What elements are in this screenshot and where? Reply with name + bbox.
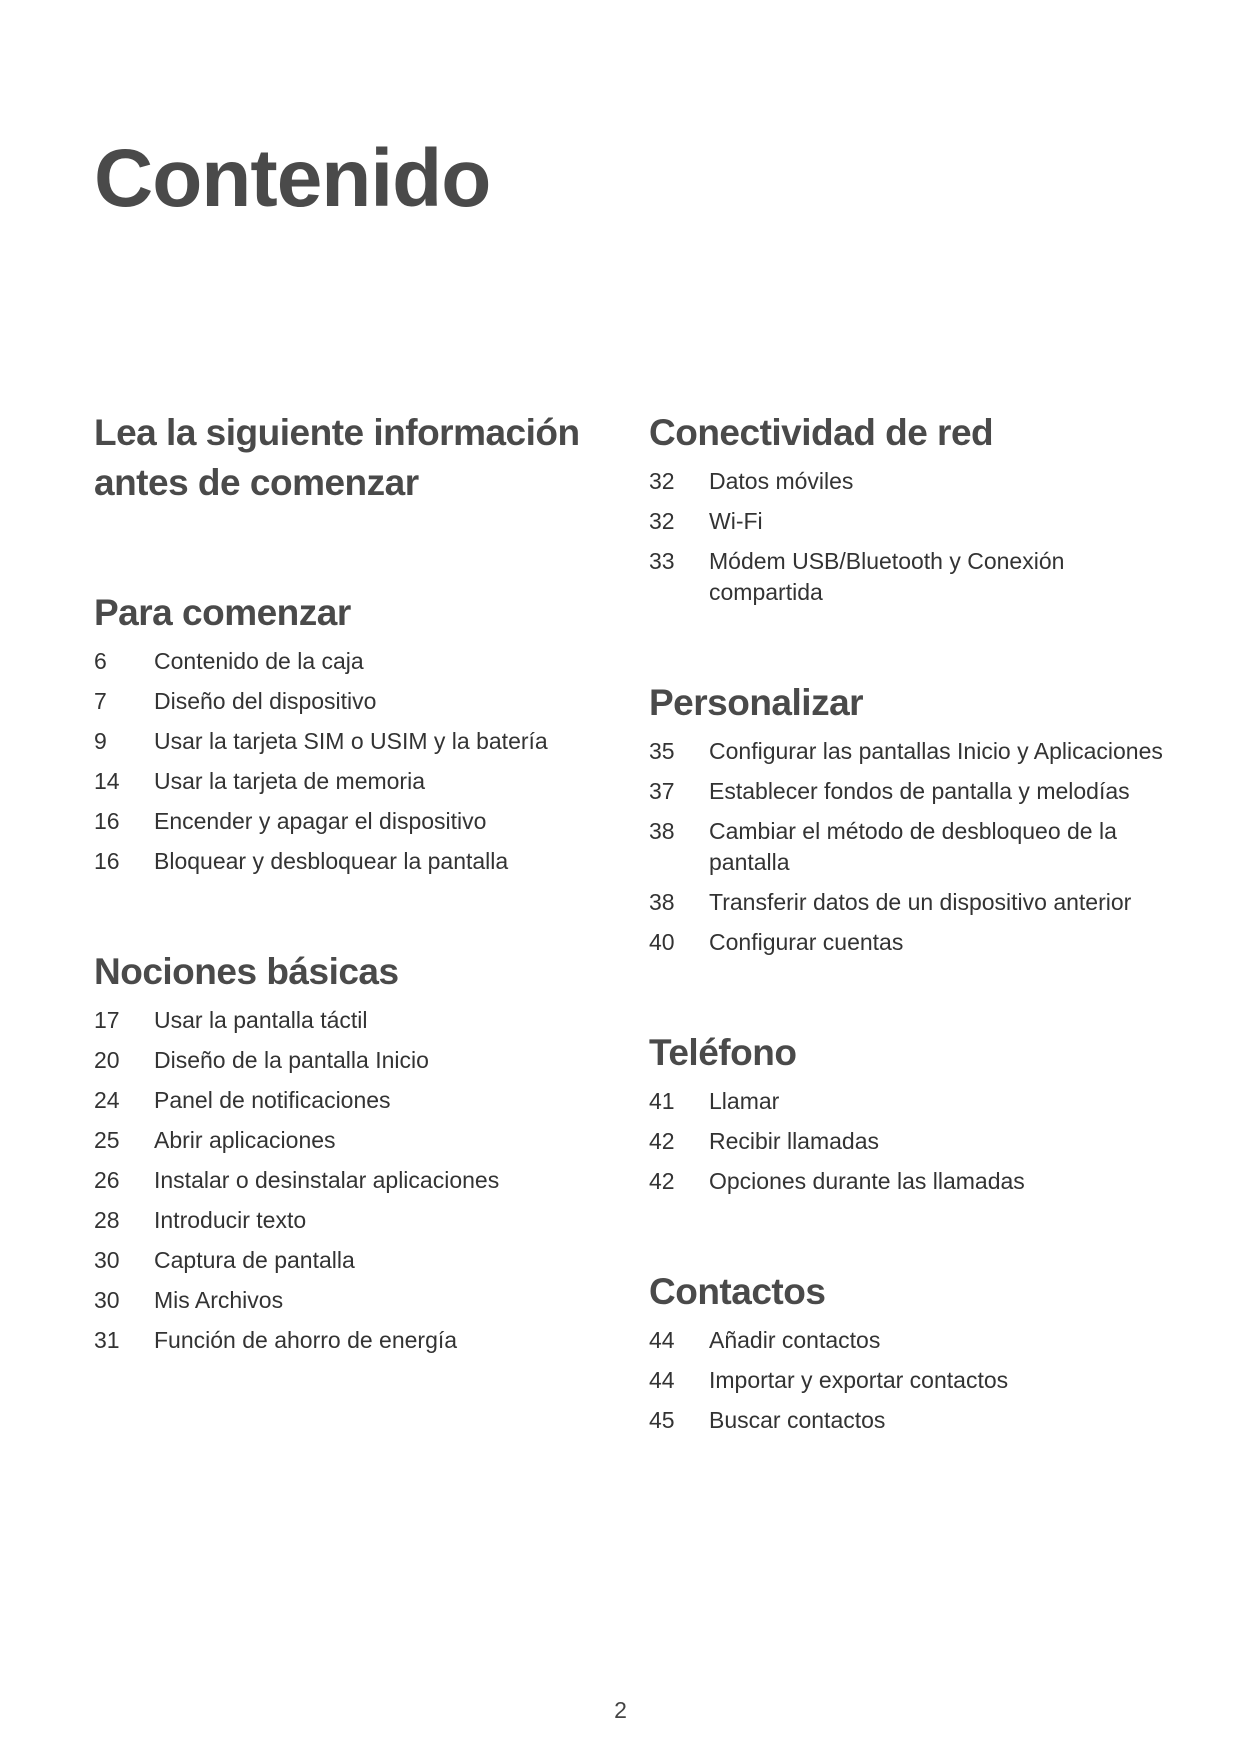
toc-entry[interactable]: [649, 887, 1169, 918]
toc-entry-title: Buscar contactos: [709, 1407, 886, 1433]
toc-entry-title: Módem USB/Bluetooth y Conexión compartida: [709, 548, 1065, 605]
toc-entry[interactable]: [649, 1126, 1169, 1157]
toc-entry[interactable]: [94, 846, 594, 877]
toc-entry-page: 25: [94, 1127, 120, 1153]
toc-entry[interactable]: [649, 1405, 1169, 1436]
page-title: Contenido: [94, 133, 491, 224]
toc-entry[interactable]: [649, 776, 1169, 807]
toc-entry-title: Configurar las pantallas Inicio y Aplicaciones: [709, 738, 1163, 764]
toc-entry-list: [649, 1086, 1169, 1197]
toc-section: [94, 408, 594, 508]
toc-entry[interactable]: [94, 726, 594, 757]
toc-entry[interactable]: [649, 1086, 1169, 1117]
toc-entry-page: 33: [649, 548, 675, 574]
toc-section: [94, 588, 594, 877]
toc-section: [649, 678, 1169, 958]
toc-entry-title: Captura de pantalla: [154, 1247, 355, 1273]
toc-entry[interactable]: [649, 736, 1169, 767]
toc-entry-page: 42: [649, 1128, 675, 1154]
toc-entry-title: Bloquear y desbloquear la pantalla: [154, 848, 509, 874]
toc-entry-title: Añadir contactos: [709, 1327, 881, 1353]
toc-entry-page: 38: [649, 889, 675, 915]
toc-entry-title: Importar y exportar contactos: [709, 1367, 1009, 1393]
section-heading: Lea la siguiente información antes de comenzar: [94, 412, 580, 503]
toc-right-column: [649, 408, 1169, 1445]
toc-entry[interactable]: [94, 1045, 594, 1076]
toc-entry-title: Recibir llamadas: [709, 1128, 880, 1154]
toc-entry-page: 41: [649, 1088, 675, 1114]
toc-entry-title: Mis Archivos: [154, 1287, 284, 1313]
toc-entry[interactable]: [94, 1205, 594, 1236]
toc-entry-title: Instalar o desinstalar aplicaciones: [154, 1167, 500, 1193]
toc-entry[interactable]: [94, 1165, 594, 1196]
toc-left-column: [94, 408, 594, 1365]
toc-entry-title: Cambiar el método de desbloqueo de la pantalla: [709, 818, 1117, 875]
toc-entry-page: 26: [94, 1167, 120, 1193]
toc-entry-title: Usar la tarjeta SIM o USIM y la batería: [154, 728, 548, 754]
toc-section: [94, 947, 594, 1356]
toc-entry[interactable]: [94, 686, 594, 717]
toc-entry-page: 16: [94, 848, 120, 874]
toc-entry-page: 35: [649, 738, 675, 764]
toc-entry-page: 30: [94, 1287, 120, 1313]
toc-entry-list: [94, 646, 594, 877]
toc-entry-page: 24: [94, 1087, 120, 1113]
toc-entry[interactable]: [94, 1085, 594, 1116]
toc-entry[interactable]: [649, 1365, 1169, 1396]
section-heading: Personalizar: [649, 682, 864, 723]
toc-entry-title: Wi-Fi: [709, 508, 763, 534]
toc-entry-page: 32: [649, 508, 675, 534]
toc-entry-title: Opciones durante las llamadas: [709, 1168, 1025, 1194]
toc-entry-page: 44: [649, 1367, 675, 1393]
toc-entry[interactable]: [94, 766, 594, 797]
toc-section: [649, 1028, 1169, 1197]
toc-entry-page: 16: [94, 808, 120, 834]
toc-entry-title: Usar la pantalla táctil: [154, 1007, 368, 1033]
toc-entry-title: Establecer fondos de pantalla y melodías: [709, 778, 1130, 804]
toc-entry-page: 44: [649, 1327, 675, 1353]
toc-entry[interactable]: [649, 1166, 1169, 1197]
toc-entry-title: Datos móviles: [709, 468, 854, 494]
toc-entry-title: Configurar cuentas: [709, 929, 904, 955]
toc-entry-list: [649, 1325, 1169, 1436]
toc-entry-title: Función de ahorro de energía: [154, 1327, 458, 1353]
toc-entry-title: Transferir datos de un dispositivo anterior: [709, 889, 1132, 915]
toc-entry-page: 17: [94, 1007, 120, 1033]
toc-entry-page: 31: [94, 1327, 120, 1353]
section-heading: Conectividad de red: [649, 412, 994, 453]
toc-entry-title: Diseño de la pantalla Inicio: [154, 1047, 429, 1073]
section-heading: Para comenzar: [94, 592, 351, 633]
toc-entry-title: Introducir texto: [154, 1207, 307, 1233]
toc-entry[interactable]: [94, 1285, 594, 1316]
toc-entry[interactable]: [649, 546, 1169, 608]
toc-entry[interactable]: [649, 506, 1169, 537]
toc-entry-title: Diseño del dispositivo: [154, 688, 377, 714]
toc-entry-page: 6: [94, 648, 107, 674]
toc-entry-page: 37: [649, 778, 675, 804]
page-number: 2: [614, 1697, 627, 1723]
toc-entry-title: Encender y apagar el dispositivo: [154, 808, 487, 834]
toc-entry-title: Abrir aplicaciones: [154, 1127, 336, 1153]
toc-entry-page: 40: [649, 929, 675, 955]
toc-entry[interactable]: [649, 816, 1169, 878]
toc-entry-title: Usar la tarjeta de memoria: [154, 768, 425, 794]
toc-section: [649, 408, 1169, 608]
toc-entry-page: 9: [94, 728, 107, 754]
toc-entry-title: Llamar: [709, 1088, 780, 1114]
section-heading: Teléfono: [649, 1032, 797, 1073]
toc-entry[interactable]: [649, 1325, 1169, 1356]
toc-entry-page: 45: [649, 1407, 675, 1433]
toc-entry[interactable]: [649, 466, 1169, 497]
toc-entry-page: 28: [94, 1207, 120, 1233]
toc-section: [649, 1267, 1169, 1436]
toc-entry-page: 7: [94, 688, 107, 714]
toc-entry-title: Panel de notificaciones: [154, 1087, 391, 1113]
toc-entry[interactable]: [94, 806, 594, 837]
toc-entry-list: [94, 1005, 594, 1356]
toc-entry[interactable]: [94, 1005, 594, 1036]
toc-entry-list: [649, 736, 1169, 958]
toc-entry-page: 42: [649, 1168, 675, 1194]
section-heading: Nociones básicas: [94, 951, 399, 992]
toc-entry-page: 20: [94, 1047, 120, 1073]
toc-entry-page: 30: [94, 1247, 120, 1273]
toc-entry-page: 38: [649, 818, 675, 844]
toc-entry-page: 14: [94, 768, 120, 794]
section-heading: Contactos: [649, 1271, 826, 1312]
toc-entry[interactable]: [649, 927, 1169, 958]
toc-entry-title: Contenido de la caja: [154, 648, 364, 674]
toc-entry[interactable]: [94, 1125, 594, 1156]
toc-entry[interactable]: [94, 1325, 594, 1356]
toc-entry[interactable]: [94, 1245, 594, 1276]
toc-entry-list: [649, 466, 1169, 608]
toc-entry-page: 32: [649, 468, 675, 494]
toc-entry[interactable]: [94, 646, 594, 677]
